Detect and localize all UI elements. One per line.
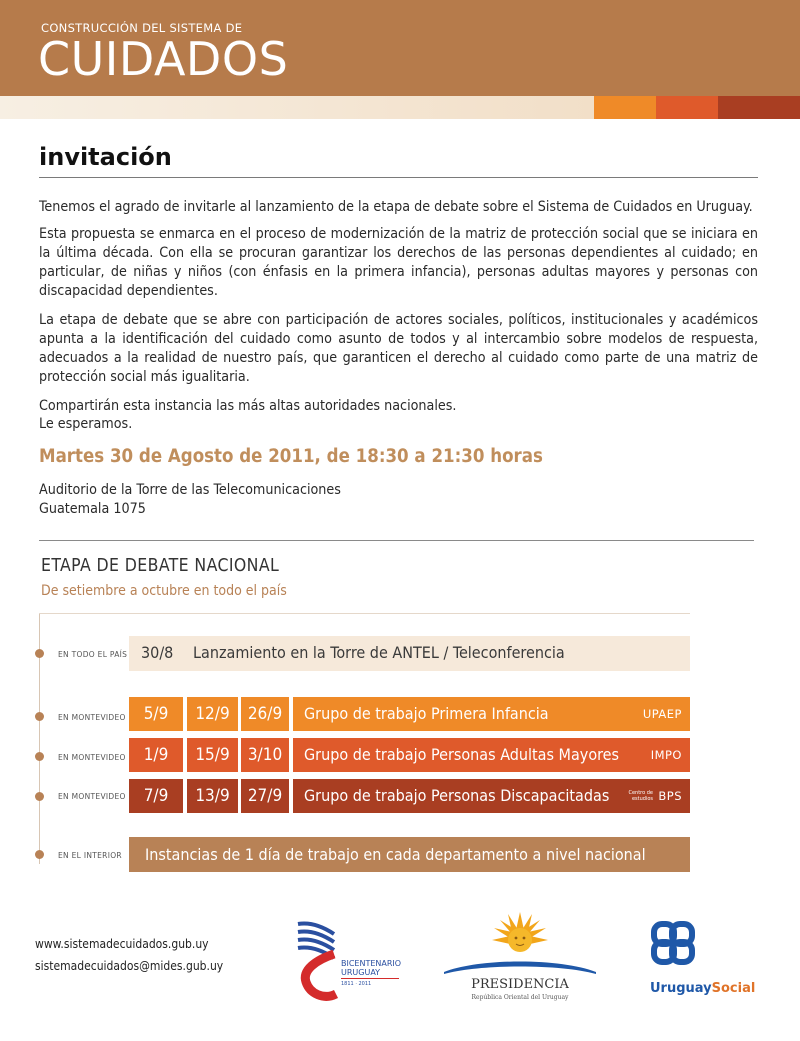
date-box: 27/9 bbox=[241, 779, 289, 813]
date-box: 15/9 bbox=[187, 738, 238, 772]
row-location-label: EN MONTEVIDEO bbox=[58, 792, 126, 801]
group-text: Grupo de trabajo Personas Adultas Mayores bbox=[304, 745, 620, 764]
date-box: 26/9 bbox=[241, 697, 289, 731]
sun-of-may-icon bbox=[492, 912, 548, 952]
bicentenario-text-3: 1811 · 2011 bbox=[341, 981, 372, 987]
timeline-dot bbox=[35, 792, 44, 801]
timeline-top-line bbox=[39, 613, 690, 614]
section-divider bbox=[39, 540, 754, 541]
presidencia-text-1: PRESIDENCIA bbox=[471, 977, 569, 992]
launch-row bbox=[129, 636, 690, 671]
paragraph-proposal: Esta propuesta se enmarca en el proceso de modernización de la matriz de protección social que se iniciara en la última década. Con ella se procuran garantizar los derechos de las personas dependientes al cuidado; en particular, de niñas y niños (con énfasis en la primera infancia), personas adultas mayores y personas con discapacidad dependientes. bbox=[39, 226, 758, 299]
row-location-label: EN EL INTERIOR bbox=[58, 851, 122, 860]
bicentenario-text-2: URUGUAY bbox=[341, 968, 381, 977]
group-org: IMPO bbox=[650, 748, 682, 762]
svg-text:UruguaySocial bbox=[650, 981, 755, 996]
event-venue: Auditorio de la Torre de las Telecomunicaciones bbox=[39, 482, 341, 498]
uruguay-word: Uruguay bbox=[650, 981, 712, 996]
row-location-label: EN MONTEVIDEO bbox=[58, 713, 126, 722]
group-org: BPS bbox=[658, 789, 682, 803]
header-stripe-red bbox=[656, 96, 718, 119]
date-box: 5/9 bbox=[129, 697, 183, 731]
paragraph-authorities: Compartirán esta instancia las más altas autoridades nacionales. bbox=[39, 398, 457, 414]
interior-row: Instancias de 1 día de trabajo en cada departamento a nivel nacional bbox=[129, 837, 690, 872]
debate-title: ETAPA DE DEBATE NACIONAL bbox=[41, 556, 280, 576]
paragraph-debate: La etapa de debate que se abre con participación de actores sociales, políticos, institucionales y académicos apunta a la identificación del cuidado como asunto de todos y al intercambio sobre modelos de respuesta, adecuados a la realidad de nuestro país, que garanticen el derecho al cuidado como parte de una matriz de protección social más igualitaria. bbox=[39, 312, 758, 385]
timeline-dot bbox=[35, 649, 44, 658]
date-box: 12/9 bbox=[187, 697, 238, 731]
timeline-dot bbox=[35, 712, 44, 721]
event-datetime: Martes 30 de Agosto de 2011, de 18:30 a 21:30 horas bbox=[39, 446, 543, 467]
group-bar bbox=[293, 738, 690, 772]
row-location-label: EN MONTEVIDEO bbox=[58, 753, 126, 762]
date-box: 7/9 bbox=[129, 779, 183, 813]
uruguay-social-emblem-icon bbox=[654, 924, 692, 962]
uruguay-social-logo bbox=[648, 920, 756, 1000]
paragraph-closing: Le esperamos. bbox=[39, 416, 133, 432]
debate-subtitle: De setiembre a octubre en todo el país bbox=[41, 583, 287, 599]
bicentenario-text-1: BICENTENARIO bbox=[341, 959, 402, 968]
invitation-heading: invitación bbox=[39, 143, 172, 171]
group-text: Grupo de trabajo Personas Discapacitadas bbox=[304, 786, 610, 805]
social-word: Social bbox=[711, 981, 756, 996]
group-text: Grupo de trabajo Primera Infancia bbox=[304, 704, 549, 723]
header-kicker: CONSTRUCCIÓN DEL SISTEMA DE bbox=[41, 21, 243, 35]
header-stripe-orange bbox=[594, 96, 656, 119]
date-box: 1/9 bbox=[129, 738, 183, 772]
paragraph-intro: Tenemos el agrado de invitarle al lanzamiento de la etapa de debate sobre el Sistema de Cuidados en Uruguay. bbox=[39, 199, 753, 215]
header-title: CUIDADOS bbox=[38, 32, 289, 86]
header-stripe-brown bbox=[718, 96, 800, 119]
bicentenario-logo bbox=[296, 920, 416, 1004]
timeline-dot bbox=[35, 752, 44, 761]
presidencia-logo bbox=[440, 908, 600, 1004]
row-location-label: EN TODO EL PAÍS bbox=[58, 650, 128, 659]
group-org: UPAEP bbox=[642, 707, 682, 721]
group-bar bbox=[293, 697, 690, 731]
bicentenario-emblem-icon bbox=[298, 923, 336, 996]
launch-date: 30/8 bbox=[141, 643, 174, 662]
header-stripe-light bbox=[0, 96, 594, 119]
website-link[interactable]: www.sistemadecuidados.gub.uy bbox=[35, 937, 209, 951]
heading-divider bbox=[39, 177, 758, 178]
email-link[interactable]: sistemadecuidados@mides.gub.uy bbox=[35, 959, 224, 973]
group-bar bbox=[293, 779, 690, 813]
event-address: Guatemala 1075 bbox=[39, 501, 146, 517]
presidencia-text-2: República Oriental del Uruguay bbox=[471, 994, 569, 1001]
timeline-dot bbox=[35, 850, 44, 859]
date-box: 3/10 bbox=[241, 738, 289, 772]
launch-text: Lanzamiento en la Torre de ANTEL / Teleconferencia bbox=[193, 643, 565, 662]
group-org-note: Centro de estudios bbox=[628, 790, 653, 802]
date-box: 13/9 bbox=[187, 779, 238, 813]
header-banner bbox=[0, 0, 800, 96]
